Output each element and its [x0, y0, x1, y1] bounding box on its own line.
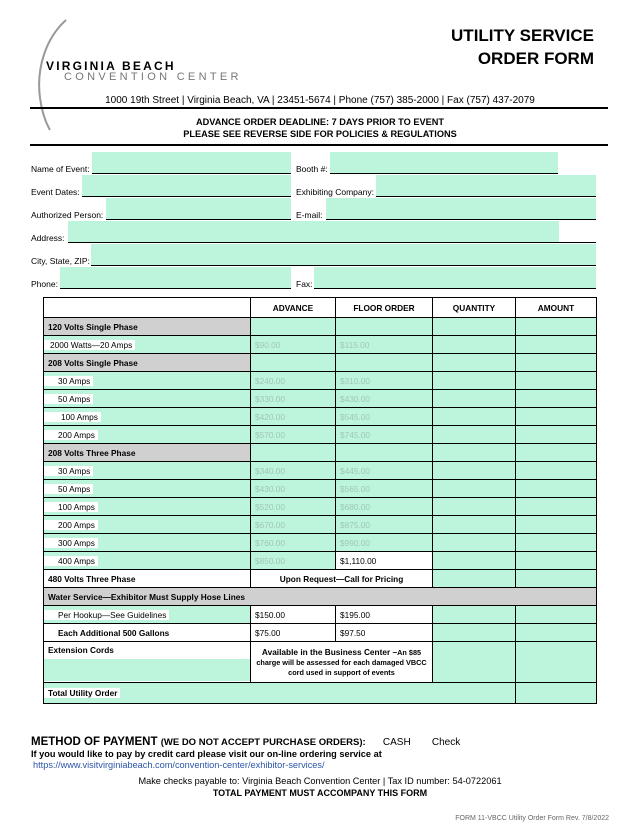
table-row: [44, 426, 597, 444]
header-floor: FLOOR ORDER: [336, 298, 433, 318]
quantity-input[interactable]: [433, 336, 516, 354]
row-label-cell: [44, 606, 251, 624]
company-input[interactable]: [376, 175, 596, 196]
floor-cell: [336, 354, 433, 372]
table-row: [44, 372, 597, 390]
quantity-input[interactable]: [433, 390, 516, 408]
cords-note-line2: charge will be assessed for each damaged VBCC: [256, 657, 427, 667]
credit-card-note: If you would like to pay by credit card please visit our on-line ordering service at: [31, 749, 382, 759]
floor-price: $990.00: [336, 534, 433, 552]
cords-note-line3: cord used in support of events: [288, 667, 395, 677]
quantity-cell: [433, 354, 516, 372]
floor-price: $875.00: [336, 516, 433, 534]
floor-price: $1,110.00: [336, 552, 433, 570]
floor-cell: [336, 444, 433, 462]
divider: [30, 144, 608, 146]
address-label: Address:: [31, 233, 65, 243]
amount-input[interactable]: [516, 426, 597, 444]
advance-price: $340.00: [251, 462, 336, 480]
row-label-cell: [44, 408, 251, 426]
row-label-cell: [44, 390, 251, 408]
address-input[interactable]: [68, 221, 559, 242]
row-label-cell: [44, 552, 251, 570]
advance-price: $75.00: [251, 624, 336, 642]
amount-cell: [516, 354, 597, 372]
advance-price: $240.00: [251, 372, 336, 390]
row-label: 30 Amps: [44, 376, 93, 386]
quantity-input[interactable]: [433, 516, 516, 534]
underline: [106, 219, 291, 220]
underline: [92, 173, 291, 174]
amount-cell: [516, 444, 597, 462]
payable-to: Make checks payable to: Virginia Beach Convention Center | Tax ID number: 54-0722061: [138, 776, 502, 786]
floor-price: $565.00: [336, 480, 433, 498]
payment-method: [31, 736, 460, 748]
advance-cell: [251, 444, 336, 462]
row-label: 30 Amps: [44, 466, 93, 476]
header-blank: [44, 298, 251, 318]
row-label: 400 Amps: [44, 556, 98, 566]
booth-label: Booth #:: [296, 164, 328, 174]
title-line2: ORDER FORM: [477, 49, 594, 68]
cords-note-line1b: An $85: [397, 647, 422, 657]
quantity-input[interactable]: [433, 408, 516, 426]
row-label-cell: [44, 534, 251, 552]
row-label: 300 Amps: [44, 538, 98, 548]
table-row: [44, 552, 597, 570]
title-line1: UTILITY SERVICE: [451, 26, 594, 45]
email-label: E-mail:: [296, 210, 323, 220]
amount-input[interactable]: [516, 372, 597, 390]
event-dates-label: Event Dates:: [31, 187, 80, 197]
amount-input[interactable]: [516, 480, 597, 498]
call-for-pricing: Upon Request—Call for Pricing: [251, 570, 433, 588]
row-label: Per Hookup—See Guidelines: [44, 610, 169, 620]
address-line: 1000 19th Street | Virginia Beach, VA | 23451-5674 | Phone (757) 385-2000 | Fax (757) 437-2079: [105, 95, 535, 106]
underline: [91, 265, 596, 266]
table-row: [44, 570, 597, 588]
total-row-cell: [44, 683, 516, 704]
person-input[interactable]: [106, 198, 291, 219]
table-row: [44, 516, 597, 534]
row-label-cell: [44, 372, 251, 390]
floor-price: $97.50: [336, 624, 433, 642]
row-label: 2000 Watts—20 Amps: [44, 340, 135, 350]
advance-price: [251, 606, 336, 624]
section-208v-single: 208 Volts Single Phase: [44, 354, 251, 372]
advance-price: $430.00: [251, 480, 336, 498]
payment-heading-note: (WE DO NOT ACCEPT PURCHASE ORDERS):: [160, 737, 366, 748]
section-120v: 120 Volts Single Phase: [44, 318, 251, 336]
online-ordering-link[interactable]: https://www.visitvirginiabeach.com/convention-center/exhibitor-services/: [33, 760, 325, 770]
table-row: [44, 606, 597, 624]
quantity-input[interactable]: [433, 498, 516, 516]
logo-subtitle: CONVENTION CENTER: [64, 71, 242, 83]
quantity-input[interactable]: [433, 642, 516, 683]
floor-price: $115.00: [336, 336, 433, 354]
underline: [82, 196, 291, 197]
phone-label: Phone:: [31, 279, 58, 289]
header-amount: AMOUNT: [516, 298, 597, 318]
underline: [326, 219, 596, 220]
row-label-cell: [44, 426, 251, 444]
deadline-notice: [0, 116, 640, 140]
row-label-cell: [44, 498, 251, 516]
floor-price: $310.00: [336, 372, 433, 390]
amount-input[interactable]: [516, 408, 597, 426]
payment-heading: METHOD OF PAYMENT: [31, 736, 158, 748]
advance-price: $670.00: [251, 516, 336, 534]
row-480v: 480 Volts Three Phase: [44, 570, 251, 588]
fax-label: Fax:: [296, 279, 313, 289]
check-option[interactable]: Check: [431, 737, 461, 748]
section-row: [44, 318, 597, 336]
notice-line1: ADVANCE ORDER DEADLINE: 7 DAYS PRIOR TO EVENT: [196, 117, 444, 127]
table-row: [44, 336, 597, 354]
advance-cell: [251, 318, 336, 336]
quantity-input[interactable]: [433, 570, 516, 588]
floor-price: $745.00: [336, 426, 433, 444]
quantity-input[interactable]: [433, 534, 516, 552]
city-label: City, State, ZIP:: [31, 256, 90, 266]
notice-line2: PLEASE SEE REVERSE SIDE FOR POLICIES & REGULATIONS: [183, 129, 457, 139]
table-row: [44, 642, 597, 683]
floor-cell: [336, 318, 433, 336]
row-label: 50 Amps: [44, 484, 93, 494]
table-row: [44, 498, 597, 516]
underline: [60, 288, 291, 289]
row-label-cell: [44, 336, 251, 354]
email-input[interactable]: [326, 198, 596, 219]
advance-price: $850.00: [251, 552, 336, 570]
phone-input[interactable]: [60, 267, 291, 288]
section-row: [44, 444, 597, 462]
quantity-input[interactable]: [433, 462, 516, 480]
logo-name: VIRGINIA BEACH: [46, 59, 176, 73]
underline: [68, 242, 596, 243]
advance-cell: [251, 354, 336, 372]
form-footer: FORM 11-VBCC Utility Order Form Rev. 7/8/2022: [455, 815, 609, 822]
table-row: [44, 683, 597, 704]
row-label: Extension Cords: [48, 645, 114, 655]
underline: [376, 196, 596, 197]
quantity-cell: [433, 318, 516, 336]
section-row: [44, 354, 597, 372]
fax-input[interactable]: [314, 267, 596, 288]
row-label: 100 Amps: [44, 502, 98, 512]
advance-price: $90.00: [251, 336, 336, 354]
amount-input[interactable]: [516, 642, 597, 683]
row-label: 50 Amps: [44, 394, 93, 404]
floor-price: $680.00: [336, 498, 433, 516]
floor-price: $545.00: [336, 408, 433, 426]
floor-price: $195.00: [336, 606, 433, 624]
row-label-cell: [44, 462, 251, 480]
amount-input[interactable]: [516, 498, 597, 516]
row-label-cell: [44, 516, 251, 534]
cash-option[interactable]: CASH: [382, 737, 411, 748]
underline: [314, 288, 596, 289]
section-208v-three: 208 Volts Three Phase: [44, 444, 251, 462]
amount-cell: [516, 318, 597, 336]
quantity-input[interactable]: [433, 624, 516, 642]
row-label: 200 Amps: [44, 430, 98, 440]
amount-input[interactable]: [516, 552, 597, 570]
divider: [30, 107, 608, 109]
cords-note-line1: [255, 647, 428, 658]
table-row: [44, 480, 597, 498]
booth-input[interactable]: [330, 152, 558, 173]
total-label: Total Utility Order: [44, 688, 120, 698]
advance-price: $570.00: [251, 426, 336, 444]
event-name-input[interactable]: [92, 152, 291, 173]
row-label: Each Additional 500 Gallons: [44, 624, 251, 642]
event-dates-input[interactable]: [82, 175, 291, 196]
quantity-input[interactable]: [433, 552, 516, 570]
payment-must-accompany: TOTAL PAYMENT MUST ACCOMPANY THIS FORM: [212, 788, 428, 798]
advance-price-text: $150.00: [255, 609, 285, 620]
amount-input[interactable]: [516, 606, 597, 624]
amount-input[interactable]: [516, 570, 597, 588]
quantity-input[interactable]: [433, 480, 516, 498]
table-row: [44, 462, 597, 480]
amount-input[interactable]: [516, 390, 597, 408]
table-row: [44, 390, 597, 408]
cords-note: [251, 642, 433, 683]
cords-fill: [44, 659, 250, 681]
amount-input[interactable]: [516, 624, 597, 642]
quantity-input[interactable]: [433, 426, 516, 444]
cords-note-line1-text: Available in the Business Center –: [261, 646, 398, 657]
quantity-input[interactable]: [433, 606, 516, 624]
row-extension-cords: [44, 642, 251, 683]
company-label: Exhibiting Company:: [296, 187, 374, 197]
table-row: [44, 534, 597, 552]
total-input[interactable]: [516, 683, 597, 704]
quantity-cell: [433, 444, 516, 462]
advance-price: $520.00: [251, 498, 336, 516]
table-row: [44, 408, 597, 426]
row-label-cell: [44, 480, 251, 498]
floor-price: $445.00: [336, 462, 433, 480]
amount-input[interactable]: [516, 516, 597, 534]
row-label: 200 Amps: [44, 520, 98, 530]
header-advance: ADVANCE: [251, 298, 336, 318]
advance-price: $760.00: [251, 534, 336, 552]
header-quantity: QUANTITY: [433, 298, 516, 318]
form-title: [451, 24, 594, 70]
person-label: Authorized Person:: [31, 210, 104, 220]
section-row: [44, 588, 597, 606]
order-table: [43, 297, 597, 704]
quantity-input[interactable]: [433, 372, 516, 390]
city-input[interactable]: [91, 244, 596, 265]
table-row: [44, 624, 597, 642]
section-water: Water Service—Exhibitor Must Supply Hose Lines: [44, 588, 597, 606]
underline: [330, 173, 558, 174]
advance-price: $330.00: [251, 390, 336, 408]
advance-price: $420.00: [251, 408, 336, 426]
amount-input[interactable]: [516, 336, 597, 354]
floor-price: $430.00: [336, 390, 433, 408]
amount-input[interactable]: [516, 462, 597, 480]
event-name-label: Name of Event:: [31, 164, 90, 174]
table-header-row: [44, 298, 597, 318]
amount-input[interactable]: [516, 534, 597, 552]
row-label: 100 Amps: [44, 412, 101, 422]
